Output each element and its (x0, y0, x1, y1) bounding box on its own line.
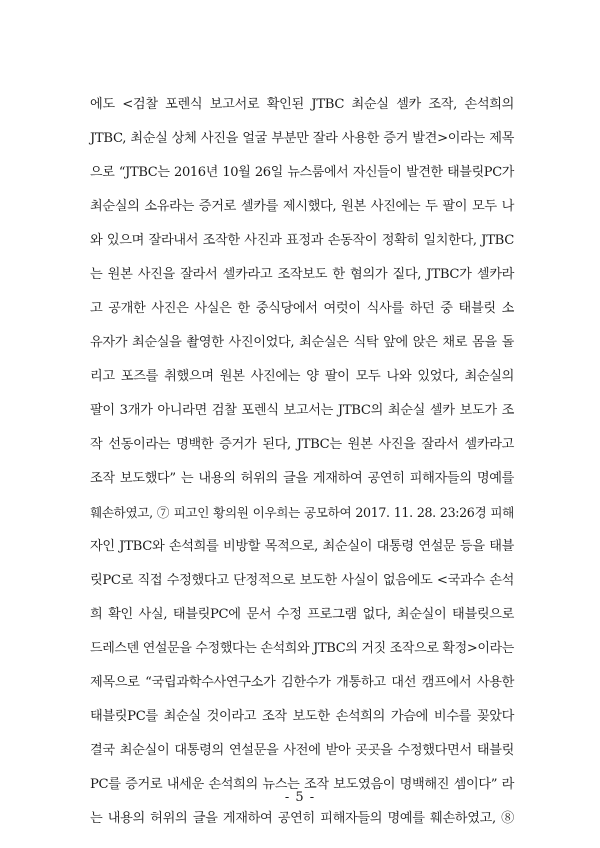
text-line: 희 확인 사실, 태블릿PC에 문서 수정 프로그램 없다, 최순실이 태블릿으로 (90, 607, 514, 622)
text-line: 팔이 3개가 아니라면 검찰 포렌식 보고서는 JTBC의 최순실 셀카 보도가 조 (90, 403, 514, 418)
text-line: 릿PC로 직접 수정했다고 단정적으로 보도한 사실이 없음에도 <국과수 손석 (90, 573, 514, 588)
text-line: 최순실의 소유라는 증거로 셀카를 제시했다, 원본 사진에는 두 팔이 모두 나 (90, 199, 514, 214)
text-line: 결국 최순실이 대통령의 연설문을 사전에 받아 곳곳을 수정했다면서 태블릿 (90, 743, 514, 758)
text-line: 제목으로 “국립과학수사연구소가 김한수가 개통하고 대선 캠프에서 사용한 (90, 675, 514, 690)
text-line: 리고 포즈를 취했으며 원본 사진에는 양 팔이 모두 나와 있었다, 최순실의 (90, 369, 514, 384)
text-line: 드레스덴 연설문을 수정했다는 손석희와 JTBC의 거짓 조작으로 확정>이라는 (90, 641, 514, 656)
text-line: 에도 <검찰 포렌식 보고서로 확인된 JTBC 최순실 셀카 조작, 손석희의 (90, 97, 514, 112)
text-line: 자인 JTBC와 손석희를 비방할 목적으로, 최순실이 대통령 연설문 등을 태블 (90, 539, 514, 554)
page-number: - 5 - (284, 790, 316, 805)
text-line: JTBC, 최순실 상체 사진을 얼굴 부분만 잘라 사용한 증거 발견>이라는 제목 (90, 131, 514, 146)
text-line: 태블릿PC를 최순실 것이라고 조작 보도한 손석희의 가슴에 비수를 꽂았다 (90, 709, 514, 724)
text-line: 와 있으며 잘라내서 조작한 사진과 표정과 손동작이 정확히 일치한다, JTBC (90, 233, 514, 248)
text-line: PC를 증거로 내세운 손석희의 뉴스는 조작 보도였음이 명백해진 셈이다” 라 (90, 777, 514, 792)
text-line: 작 선동이라는 명백한 증거가 된다, JTBC는 원본 사진을 잘라서 셀카라고 (90, 437, 514, 452)
text-line: 유자가 최순실을 촬영한 사진이었다, 최순실은 식탁 앞에 앉은 채로 몸을 돌 (90, 335, 514, 350)
text-line: 으로 “JTBC는 2016년 10월 26일 뉴스룸에서 자신들이 발견한 태블릿PC가 (90, 165, 514, 180)
body-text (90, 88, 514, 836)
text-line: 조작 보도했다” 는 내용의 허위의 글을 게재하여 공연히 피해자들의 명예를 (90, 471, 514, 486)
text-line: 는 원본 사진을 잘라서 셀카라고 조작보도 한 혐의가 짙다, JTBC가 셀카라 (90, 267, 514, 282)
text-line: 훼손하였고, ⑦ 피고인 황의원 이우희는 공모하여 2017. 11. 28. 23:26경 피해 (90, 505, 514, 520)
text-line: 는 내용의 허위의 글을 게재하여 공연히 피해자들의 명예를 훼손하였고, ⑧ (90, 811, 514, 826)
text-line: 고 공개한 사진은 사실은 한 중식당에서 여럿이 식사를 하던 중 태블릿 소 (90, 301, 514, 316)
